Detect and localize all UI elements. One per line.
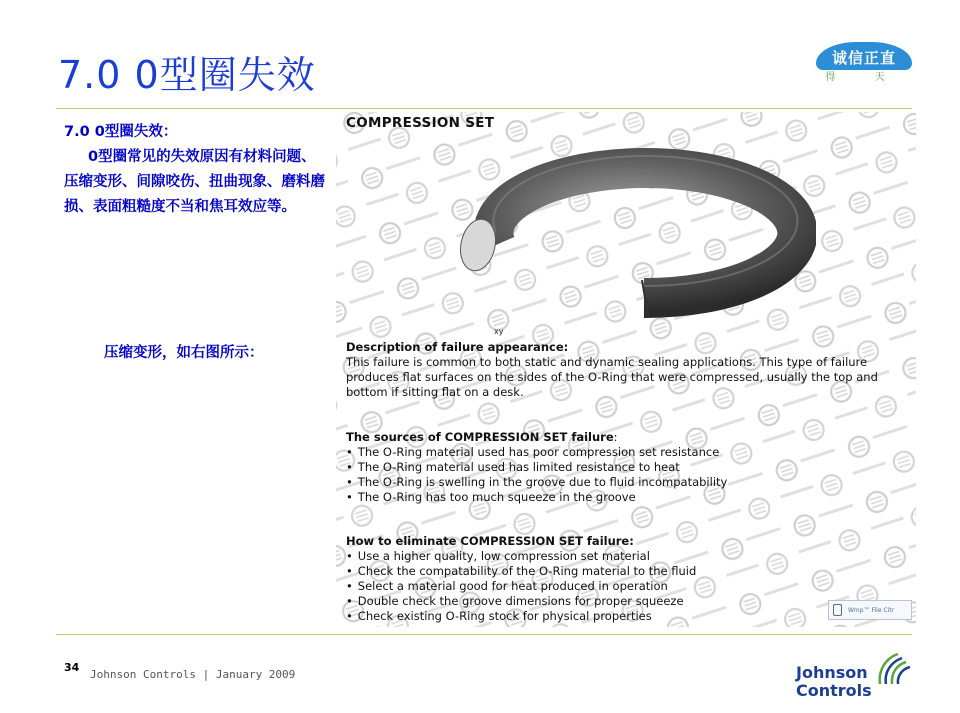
left-heading: 7.0 0型圈失效： xyxy=(64,124,178,140)
list-item: • The O-Ring has too much squeeze in the groove xyxy=(346,490,912,505)
badge-subtext: 得 天 xyxy=(825,72,903,83)
sources-heading-tail: : xyxy=(613,430,618,444)
logo-swirl-icon xyxy=(874,650,914,690)
eliminate-heading: How to eliminate COMPRESSION SET failure: xyxy=(346,534,634,548)
logo-word-johnson: Johnson xyxy=(796,663,868,682)
list-item: • Use a higher quality, low compression set material xyxy=(346,549,912,564)
compression-set-panel xyxy=(336,112,916,627)
file-icon[interactable] xyxy=(833,604,842,616)
header-divider xyxy=(56,108,912,109)
badge-slogan: 诚信正直 xyxy=(831,49,896,67)
failure-sources xyxy=(346,430,912,505)
johnson-controls-logo xyxy=(796,650,916,702)
list-item: • The O-Ring material used has poor compression set resistance xyxy=(346,445,912,460)
list-item: • Select a material good for heat produced in operation xyxy=(346,579,912,594)
left-body: 0型圈常见的失效原因有材料问题、压缩变形、间隙咬伤、扭曲现象、磨料磨损、表面粗糙度不当和焦耳效应等。 xyxy=(64,149,325,215)
left-text-block xyxy=(64,120,326,220)
left-note: 压缩变形，如右图所示： xyxy=(104,345,264,361)
axis-mark: xy xyxy=(494,327,504,336)
list-item: • Check the compatability of the O-Ring material to the fluid xyxy=(346,564,912,579)
logo-word-controls: Controls xyxy=(796,681,872,700)
embedded-media-toolbar[interactable] xyxy=(828,600,912,620)
o-ring-illustration xyxy=(436,130,816,330)
panel-heading: COMPRESSION SET xyxy=(346,115,495,131)
integrity-badge-logo xyxy=(816,40,912,84)
sources-heading xyxy=(346,430,912,445)
description-heading: Description of failure appearance: xyxy=(346,340,569,354)
failure-description xyxy=(346,340,912,400)
slide-title: 7.0 0型圈失效 xyxy=(58,53,316,97)
sources-list xyxy=(346,445,912,505)
list-item: • The O-Ring material used has limited resistance to heat xyxy=(346,460,912,475)
toolbar-label: Wmp™ File Citr xyxy=(848,606,895,614)
footer-divider xyxy=(56,634,912,635)
description-text: This failure is common to both static and dynamic sealing applications. This type of failure produces flat surfaces on the sides of the O-Ring that were compressed, usually the top and bottom if sitting flat on a desk. xyxy=(346,355,878,399)
list-item: • Double check the groove dimensions for proper squeeze xyxy=(346,594,912,609)
list-item: • Check existing O-Ring stock for physical properties xyxy=(346,609,912,624)
footer-text: Johnson Controls | January 2009 xyxy=(90,668,296,681)
list-item: • The O-Ring is swelling in the groove due to fluid incompatability xyxy=(346,475,912,490)
page-number: 34 xyxy=(64,661,80,674)
sources-heading-bold: The sources of COMPRESSION SET failure xyxy=(346,430,614,444)
